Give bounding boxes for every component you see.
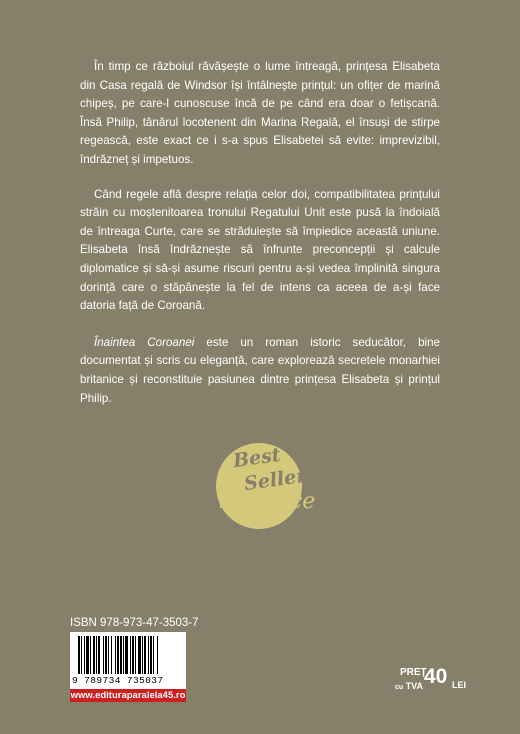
barcode-bar	[138, 636, 141, 674]
barcode-bar	[135, 636, 136, 674]
genre-label: romance	[218, 489, 316, 514]
barcode-bar	[93, 636, 95, 674]
barcode-bar	[150, 636, 152, 674]
barcode-bar	[81, 636, 82, 674]
barcode-bar	[78, 636, 80, 674]
blurb-paragraph-2: Când regele află despre relația celor doi, compatibilitatea prințului străin cu moștenitoarea tronului Regatului Unit este pusă la îndoială de întreaga Curte, care se străduiește să împiedice această uniune. Elisabeta însă îndrăznește să înfrunte preconcepții și calcule diplomatice și să-și asume riscuri pentru a-și vedea împlinită singura dorință care o stăpânește la fel de intens ca aceea de a-și face datoria față de Coroană.	[80, 187, 440, 313]
price-currency: LEI	[452, 680, 467, 690]
back-cover-blurb	[80, 58, 440, 426]
badge-best-text: Best	[231, 443, 282, 473]
barcode-bar	[98, 636, 100, 674]
barcode-bar	[105, 636, 107, 674]
barcode-bar	[125, 636, 128, 674]
price-tva-label	[395, 681, 423, 691]
price-amount: 40	[424, 665, 448, 688]
barcode-bar	[153, 636, 154, 674]
barcode-bar	[115, 636, 116, 674]
badge-seller-text: Seller	[242, 464, 308, 496]
blurb-paragraph-3	[80, 334, 440, 408]
barcode-bar	[132, 636, 134, 674]
isbn-label: ISBN 978-973-47-3503-7	[70, 617, 199, 629]
price-prefix: cu	[395, 684, 404, 691]
barcode-bar	[111, 636, 112, 674]
barcode-bar	[84, 636, 85, 674]
barcode-bar	[142, 636, 143, 674]
barcode-bar	[90, 636, 91, 674]
blurb-paragraph-3-text: este un roman istoric seducător, bine documentat și scris cu eleganță, care explorează secretele monarhiei britanice și reconstituie pasiunea dintre prințesa Elisabeta și prințul Philip.	[80, 335, 440, 405]
barcode	[70, 632, 186, 689]
barcode-bar	[108, 636, 109, 674]
book-title: Înaintea Coroanei	[94, 335, 195, 349]
barcode-bar	[123, 636, 124, 674]
barcode-bar	[130, 636, 131, 674]
barcode-bar	[103, 636, 104, 674]
barcode-bar	[148, 636, 149, 674]
price-tva: TVA	[405, 681, 424, 691]
barcode-digits: 9 789734 735037	[72, 675, 164, 686]
barcode-bar	[96, 636, 97, 674]
barcode-bars	[78, 636, 178, 674]
barcode-bar	[157, 636, 158, 674]
publisher-url-bar	[70, 689, 186, 702]
barcode-bar	[117, 636, 119, 674]
blurb-paragraph-1: În timp ce războiul răvășește o lume întreagă, prințesa Elisabeta din Casa regală de Windsor își întâlnește prințul: un ofițer de marină chipeș, pe care-l cunoscuse încă de pe când era doar o fetișcană. Însă Philip, tânărul locotenent din Marina Regală, el însuși de stirpe regească, este exact ce i s-a spus Elisabetei să evite: imprevizibil, îndrăzneț și impetuos.	[80, 60, 440, 166]
publisher-url: www.edituraparalela45.ro	[70, 690, 186, 701]
barcode-bar	[144, 636, 146, 674]
barcode-bar	[120, 636, 122, 674]
price-label: PREȚ	[400, 667, 427, 678]
barcode-bar	[86, 636, 89, 674]
